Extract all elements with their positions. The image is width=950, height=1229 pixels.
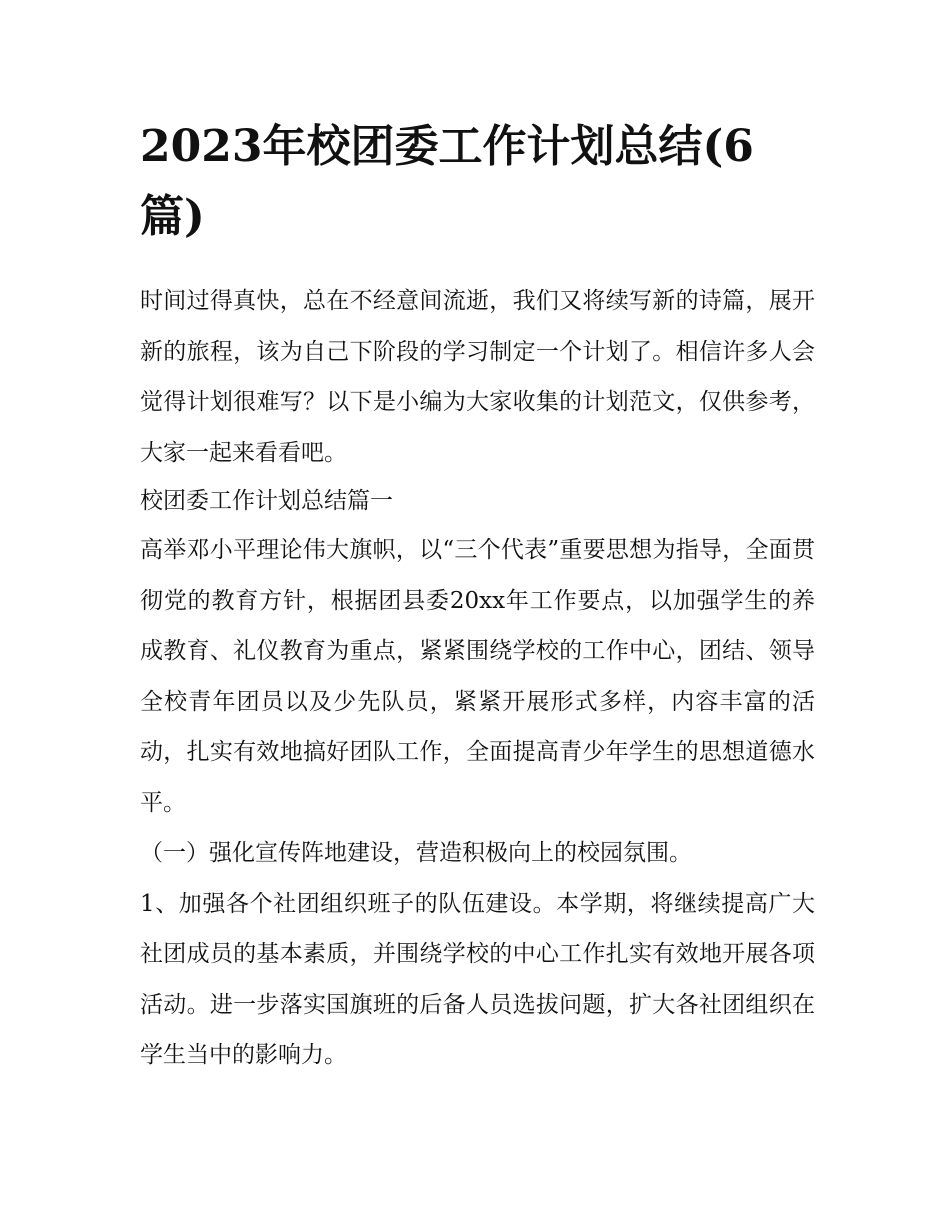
section-heading: 校团委工作计划总结篇一	[140, 488, 393, 514]
document-title: 2023年校团委工作计划总结(6篇)	[140, 121, 754, 242]
document-page	[140, 112, 815, 1081]
subsection-heading: （一）强化宣传阵地建设，营造积极向上的校园氛围。	[140, 840, 692, 866]
body-paragraph: 高举邓小平理论伟大旗帜，以“三个代表”重要思想为指导，全面贯彻党的教育方针，根据团县委20xx年工作要点，以加强学生的养成教育、礼仪教育为重点，紧紧围绕学校的工作中心，团结、领导全校青年团员以及少先队员，紧紧开展形式多样，内容丰富的活动，扎实有效地搞好团队工作，全面提高青少年学生的思想道德水平。	[140, 537, 815, 816]
body-paragraph: 1、加强各个社团组织班子的队伍建设。本学期，将继续提高广大社团成员的基本素质，并围绕学校的中心工作扎实有效地开展各项活动。进一步落实国旗班的后备人员选拔问题，扩大各社团组织在学生当中的影响力。	[140, 890, 815, 1068]
intro-paragraph: 时间过得真快，总在不经意间流逝，我们又将续写新的诗篇，展开新的旅程，该为自己下阶段的学习制定一个计划了。相信许多人会觉得计划很难写？以下是小编为大家收集的计划范文，仅供参考，大家一起来看看吧。	[140, 288, 815, 466]
